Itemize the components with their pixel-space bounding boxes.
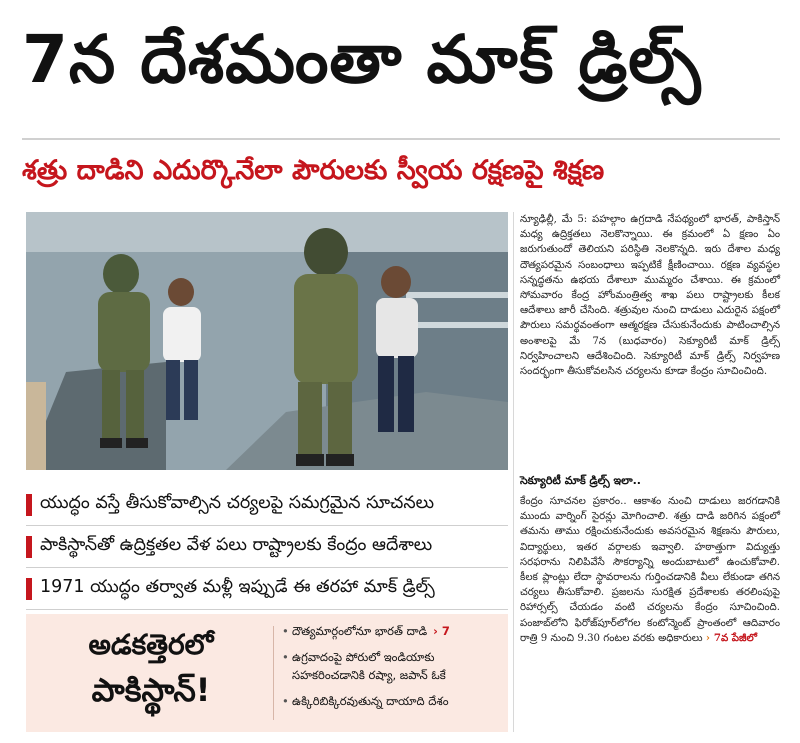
promo-item (282, 622, 502, 640)
news-photo (26, 212, 508, 470)
promo-list (282, 622, 502, 718)
subheadline: శత్రు దాడిని ఎదుర్కొనేలా పౌరులకు స్వీయ రక్షణపై శిక్షణ (22, 155, 605, 186)
column-divider (513, 212, 514, 732)
headline: 7న దేశమంతా మాక్ డ్రిల్స్ (22, 21, 702, 98)
highlight-point (26, 484, 508, 526)
promo-title: అడకత్తెరలో (88, 628, 214, 661)
bullet-bar (26, 536, 32, 558)
article-body: న్యూఢిల్లీ, మే 5: పహల్గాం ఉగ్రదాడి నేపథ్యంలో భారత్, పాకిస్తాన్ మధ్య ఉద్రిక్తతలు నెలకొన్నాయి. ఈ క్రమంలో ఏ క్షణం ఏం జరుగుతుందో తెలియని పరిస్థితి నెలకొన్నది. ఇరు దేశాల మధ్య దౌత్యపరమైన సంబంధాలు ఇప్పటికే క్షీణించాయి. రక్షణ వ్యవస్థల సన్నద్ధతను ఉభయ దేశాలూ ముమ్మరం చేశాయి. ఈ క్రమంలో సోమవారం కేంద్ర హోంమంత్రిత్వ శాఖ పలు రాష్ట్రాలకు కీలక ఆదేశాలు జారీ చేసింది. శత్రువుల నుంచి దాడులు ఎదురైన పక్షంలో పౌరులు సమర్థవంతంగా ఆత్మరక్షణ చేసుకునేందుకు పాటించాల్సిన అంశాలపై మే 7న (బుధవారం) సెక్యూరిటీ మాక్ డ్రిల్స్ నిర్వహించాలని ఆదేశించింది. సెక్యూరిటీ మాక్ డ్రిల్స్ నిర్వహణ సందర్భంగా తీసుకోవలసిన చర్యలను కూడా కేంద్రం సూచించింది. (520, 214, 780, 378)
article-body-text: కేంద్రం సూచనల ప్రకారం.. ఆకాశం నుంచి దాడులు జరగడానికి ముందు వార్నింగ్ సైరన్లు మోగించాలి. శత్రు దాడి జరిగిన పక్షంలో తమను తాము రక్షించుకునేందుకు అవసరమైన శిక్షణను పౌరులు, విద్యార్థులు, ఇతర వర్గాలకు ఇవ్వాలి. హఠాత్తుగా విద్యుత్తు సరఫరాను నిలిపివేసే సౌకర్యాన్ని అందుబాటులో ఉంచుకోవాలి. కీలక ప్లాంట్లు లేదా స్థావరాలను గుర్తించడానికి వీలు లేకుండా తగిన చర్యలు తీసుకోవాలి. ప్రజలను సురక్షిత ప్రదేశాలకు తరలింపుపై రిహార్సల్స్ చేయడం వంటి చర్యలను కేంద్రం సూచించింది. పంజాబ్‌లోని ఫిరోజ్‌పూర్‌లోగల కంటోన్మెంట్ ప్రాంతంలో ఆదివారం రాత్రి 9 నుంచి 9.30 గంటల వరకు అధికారులు (520, 496, 780, 644)
bullet-bar (26, 578, 32, 600)
promo-item-text: ఉక్కిరిబిక్కిరవుతున్న దాయాది దేశం (292, 694, 449, 708)
section-heading: సెక్యూరిటీ మాక్ డ్రిల్స్ ఇలా.. (520, 474, 641, 487)
highlight-text: యుద్ధం వస్తే తీసుకోవాల్సిన చర్యలపై సమగ్రమైన సూచనలు (40, 492, 435, 513)
highlight-point (26, 568, 508, 610)
promo-box (26, 614, 508, 732)
article-body-continued (520, 494, 780, 724)
promo-divider (273, 626, 274, 720)
promo-title-secondary: పాకిస్థాన్! (91, 671, 211, 709)
promo-page-ref: › 7 (433, 624, 450, 638)
divider (22, 138, 780, 140)
highlight-point (26, 526, 508, 568)
promo-title-block (36, 624, 266, 724)
highlight-points (26, 484, 508, 610)
highlight-text: పాకిస్థాన్‌తో ఉద్రిక్తతల వేళ పలు రాష్ట్రాలకు కేంద్రం ఆదేశాలు (40, 534, 433, 555)
bullet-bar (26, 494, 32, 516)
promo-item-text: దౌత్యమార్గంలోనూ భారత్ దాడి (292, 624, 428, 638)
continued-page-ref: 7వ పేజీలో (713, 631, 757, 644)
promo-item (282, 692, 502, 710)
promo-item (282, 648, 502, 684)
highlight-text: 1971 యుద్ధం తర్వాత మళ్లీ ఇప్పుడే ఈ తరహా మాక్ డ్రిల్స్ (40, 576, 435, 597)
continue-arrow-icon: › (705, 631, 710, 644)
promo-item-text: ఉగ్రవాదంపై పోరులో ఇండియాకు సహకరించడానికి రష్యా, జపాన్ ఓకే (292, 650, 446, 682)
